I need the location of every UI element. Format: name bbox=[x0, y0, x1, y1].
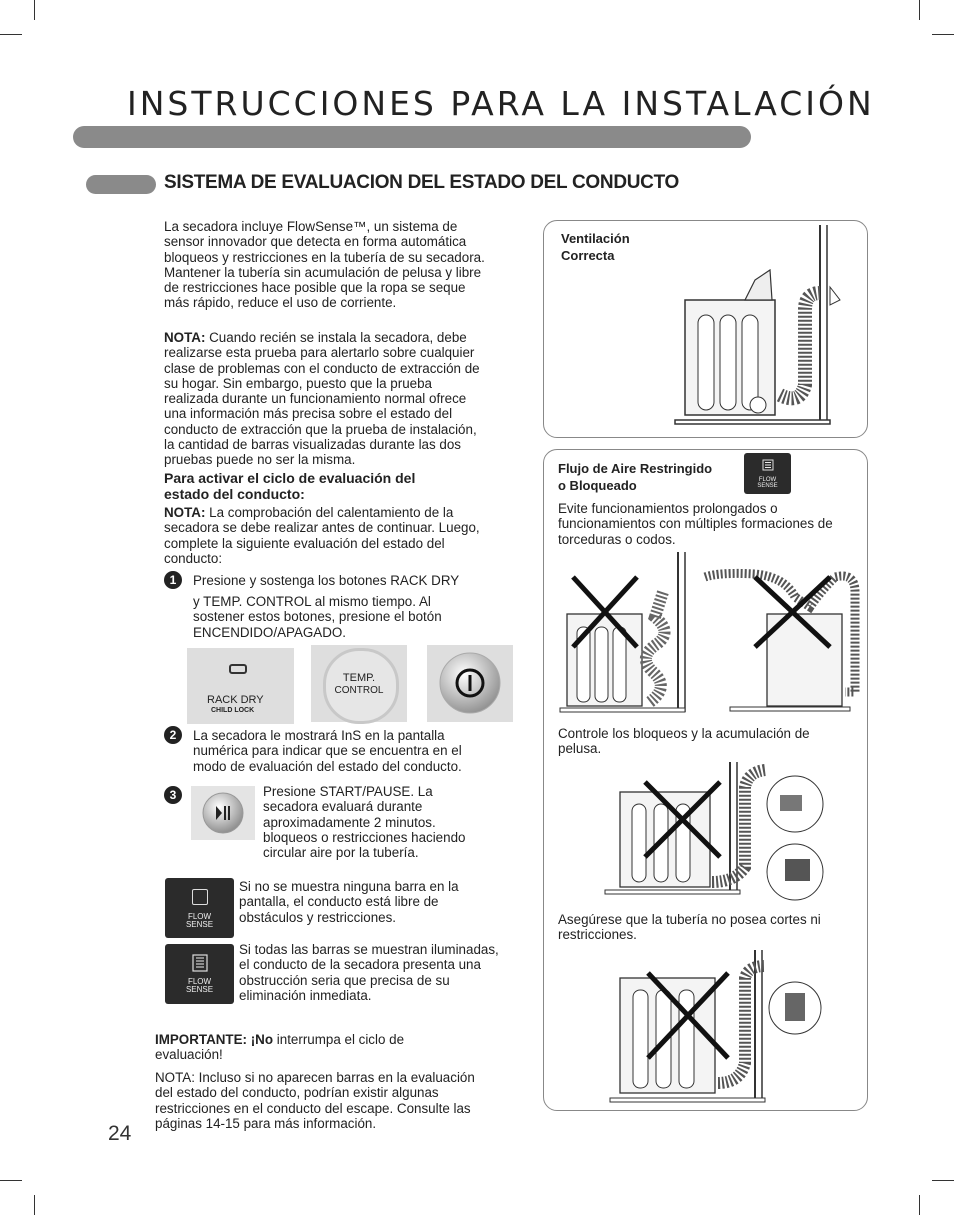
all-bars-text: Si todas las barras se muestran iluminadas, el conducto de la secadora presenta una obstrucción seria que precisa de su eliminación inmediata. bbox=[239, 942, 499, 1003]
nota-text: Cuando recién se instala la secadora, debe realizarse esta prueba para alertarlo sobre cualquier clase de problemas con el conducto de extracción de su hogar. Sin embargo, puesto que la prueba realizada durante un funcionamiento normal ofrece una información más precisa sobre el estado del conducto de extracción que la prueba de instalación, la cantidad de barras visualizadas durante las dos pruebas puede no ser la misma. bbox=[164, 330, 480, 468]
flow-sense-full-display bbox=[165, 944, 234, 1004]
avoid-text: Evite funcionamientos prolongados o funcionamientos con múltiples formaciones de torceduras o codos. bbox=[558, 501, 833, 547]
crop-mark bbox=[932, 34, 954, 35]
step-2-text: La secadora le mostrará InS en la pantalla numérica para indicar que se encuentra en el modo de evaluación del estado del conducto. bbox=[193, 728, 462, 774]
empty-bars-icon bbox=[192, 889, 208, 905]
title-bar bbox=[73, 126, 751, 148]
ensure-text: Asegúrese que la tubería no posea cortes ni restricciones. bbox=[558, 912, 821, 943]
check-lint-text: Controle los bloqueos y la acumulación de pelusa. bbox=[558, 726, 810, 757]
page-title: INSTRUCCIONES PARA LA INSTALACIÓN bbox=[127, 84, 875, 123]
nota-label: NOTA: bbox=[164, 330, 206, 345]
section-title: SISTEMA DE EVALUACION DEL ESTADO DEL CONDUCTO bbox=[164, 172, 680, 193]
step-1-text: y TEMP. CONTROL al mismo tiempo. Al sostener estos botones, presione el botón ENCENDIDO/APAGADO. bbox=[193, 594, 442, 640]
no-bars-text: Si no se muestra ninguna barra en la pantalla, el conducto está libre de obstáculos y restricciones. bbox=[239, 879, 459, 925]
child-lock-label: CHILD LOCK bbox=[211, 707, 255, 714]
power-icon bbox=[427, 645, 513, 722]
step-2-number: 2 bbox=[164, 726, 182, 744]
page-number: 24 bbox=[108, 1122, 132, 1145]
restricted-line1: Flujo de Aire Restringido bbox=[558, 461, 713, 476]
restricted-flow-title bbox=[558, 460, 712, 494]
nota-paragraph bbox=[164, 330, 486, 468]
sense-label: SENSE bbox=[757, 483, 778, 489]
start-pause-button bbox=[191, 786, 255, 840]
sense-label: SENSE bbox=[185, 985, 214, 994]
temp-label: TEMP. bbox=[342, 672, 376, 684]
step-1-number: 1 bbox=[164, 571, 182, 589]
correct-vent-line1: Ventilación bbox=[561, 231, 630, 246]
play-pause-icon bbox=[191, 786, 255, 840]
important-text: interrumpa el ciclo de evaluación! bbox=[155, 1032, 405, 1063]
temp-control-button bbox=[311, 645, 407, 722]
step-3-text: Presione START/PAUSE. La secadora evaluará durante aproximadamente 2 minutos. bloqueos o restricciones haciendo circular aire por la tubería. bbox=[263, 784, 466, 861]
nota2-text: La comprobación del calentamiento de la secadora se debe realizar antes de continuar. Luego, complete la siguiente evaluación del estado del conducto: bbox=[164, 505, 480, 566]
step-1-line1: Presione y sostenga los botones RACK DRY bbox=[193, 573, 460, 588]
subheading: Para activar el ciclo de evaluación del estado del conducto: bbox=[164, 470, 416, 502]
rack-dry-button bbox=[187, 648, 294, 724]
flow-sense-empty-display bbox=[165, 878, 234, 938]
nota2-paragraph bbox=[164, 505, 484, 566]
nota2-label: NOTA: bbox=[164, 505, 206, 520]
duct-cuts-illustration bbox=[600, 948, 825, 1108]
flow-label: FLOW bbox=[187, 912, 212, 921]
important-label: IMPORTANTE: ¡No bbox=[155, 1032, 274, 1047]
crop-mark bbox=[34, 0, 35, 20]
correct-vent-illustration bbox=[660, 225, 860, 430]
lint-buildup-illustration bbox=[600, 762, 825, 902]
crop-mark bbox=[932, 1180, 954, 1181]
full-bars-icon bbox=[762, 459, 774, 471]
power-button bbox=[427, 645, 513, 722]
control-label: CONTROL bbox=[334, 685, 384, 696]
intro-paragraph: La secadora incluye FlowSense™, un sistema de sensor innovador que detecta en forma automática bloqueos y restricciones en la tubería de su secadora. Mantener la tubería sin acumulación de pelusa y libre de restricciones hace posible que la ropa se seque más rápido, reduce el uso de corriente. bbox=[164, 219, 485, 311]
flow-label: FLOW bbox=[758, 477, 777, 483]
restricted-line2: o Bloqueado bbox=[558, 478, 637, 493]
full-bars-icon bbox=[192, 954, 208, 972]
correct-vent-title bbox=[561, 230, 630, 264]
crop-mark bbox=[919, 0, 920, 20]
nota3-paragraph: NOTA: Incluso si no aparecen barras en la evaluación del estado del conducto, podrían existir algunas restricciones en el conducto del escape. Consulte las páginas 14-15 para más información. bbox=[155, 1070, 475, 1131]
correct-vent-line2: Correcta bbox=[561, 248, 615, 263]
flow-sense-badge bbox=[744, 453, 791, 494]
important-paragraph bbox=[155, 1032, 445, 1063]
step-3-number: 3 bbox=[164, 786, 182, 804]
sense-label: SENSE bbox=[185, 920, 214, 929]
crop-mark bbox=[34, 1195, 35, 1215]
flow-label: FLOW bbox=[187, 977, 212, 986]
crop-mark bbox=[919, 1195, 920, 1215]
crop-mark bbox=[0, 1180, 22, 1181]
section-pill bbox=[86, 175, 156, 194]
crop-mark bbox=[0, 34, 22, 35]
kinked-duct-illustration bbox=[555, 552, 865, 717]
rack-dry-label: RACK DRY bbox=[207, 694, 264, 706]
indicator-icon bbox=[229, 664, 247, 674]
